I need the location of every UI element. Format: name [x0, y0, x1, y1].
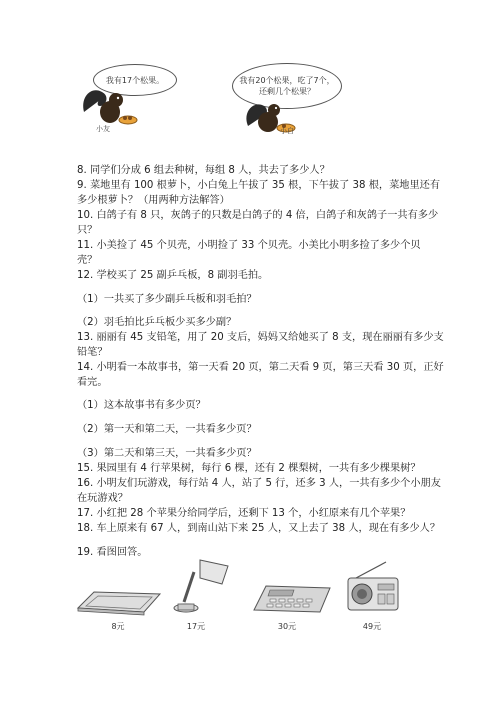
question-line: （2）第一天和第二天，一共看多少页？	[77, 424, 257, 435]
question-line: 14. 小明看一本故事书，第一天看 20 页，第二天看 9 页，第三天看 30 页，正好	[77, 362, 444, 373]
question-line: 17. 小红把 28 个苹果分给同学后，还剩下 13 个，小红原来有几个苹果？	[77, 508, 411, 519]
question-line: （1）一共买了多少副乒乓板和羽毛拍？	[77, 294, 257, 305]
question-line: （3）第二天和第三天，一共看多少页？	[77, 448, 257, 459]
question-line: 16. 小明友们玩游戏，每行站 4 人，站了 5 行，还多 3 人，一共有多少个小朋友	[77, 478, 441, 489]
question-line: 8. 同学们分成 6 组去种树，每组 8 人，共去了多少人？	[77, 165, 330, 176]
price-label: 49元	[362, 622, 382, 631]
price-label: 30元	[277, 622, 297, 631]
calculator-icon	[250, 582, 334, 616]
caption-right: 小白	[280, 127, 294, 135]
price-label: 8元	[111, 622, 125, 631]
question-line: （2）羽毛拍比乒乓板少买多少副？	[77, 317, 237, 328]
question-line: 19. 看图回答。	[77, 547, 148, 558]
question-line: 看完。	[77, 377, 108, 388]
question-line: 11. 小美捡了 45 个贝壳，小明捡了 33 个贝壳。小美比小明多捡了多少个贝	[77, 240, 421, 251]
question-line: （1）这本故事书有多少页？	[77, 400, 206, 411]
question-line: 13. 丽丽有 45 支铅笔，用了 20 支后，妈妈又给她买了 8 支，现在丽丽有多少支	[77, 332, 444, 343]
question-line: 铅笔？	[77, 347, 108, 358]
question-line: 9. 菜地里有 100 根萝卜，小白兔上午拔了 35 根，下午拔了 38 根，菜地里还有	[77, 180, 441, 191]
speech-bubble-left: 我有17个松果。	[93, 64, 177, 96]
speech-bubble-right: 我有20个松果，吃了7个， 还剩几个松果？	[232, 63, 342, 109]
question-line: 10. 白鸽子有 8 只，灰鸽子的只数是白鸽子的 4 倍，白鸽子和灰鸽子一共有多少	[77, 210, 439, 221]
question-line: 15. 果园里有 4 行苹果树，每行 6 棵，还有 2 棵梨树，一共有多少棵果树？	[77, 463, 421, 474]
squirrel-left-icon	[80, 82, 140, 130]
question-line: 多少根萝卜？（用两种方法解答）	[77, 195, 230, 206]
question-line: 在玩游戏？	[77, 493, 128, 504]
pencil-case-icon	[74, 588, 162, 616]
question-line: 只？	[77, 225, 98, 236]
question-line: 12. 学校买了 25 副乒乓板，8 副羽毛拍。	[77, 270, 269, 281]
question-line: 壳？	[77, 255, 98, 266]
question-line: 18. 车上原来有 67 人，到南山站下来 25 人，又上去了 38 人，现在有多少人？	[77, 523, 441, 534]
radio-icon	[346, 560, 402, 616]
caption-left: 小友	[96, 125, 110, 133]
price-label: 17元	[186, 622, 206, 631]
desk-lamp-icon	[170, 556, 236, 616]
